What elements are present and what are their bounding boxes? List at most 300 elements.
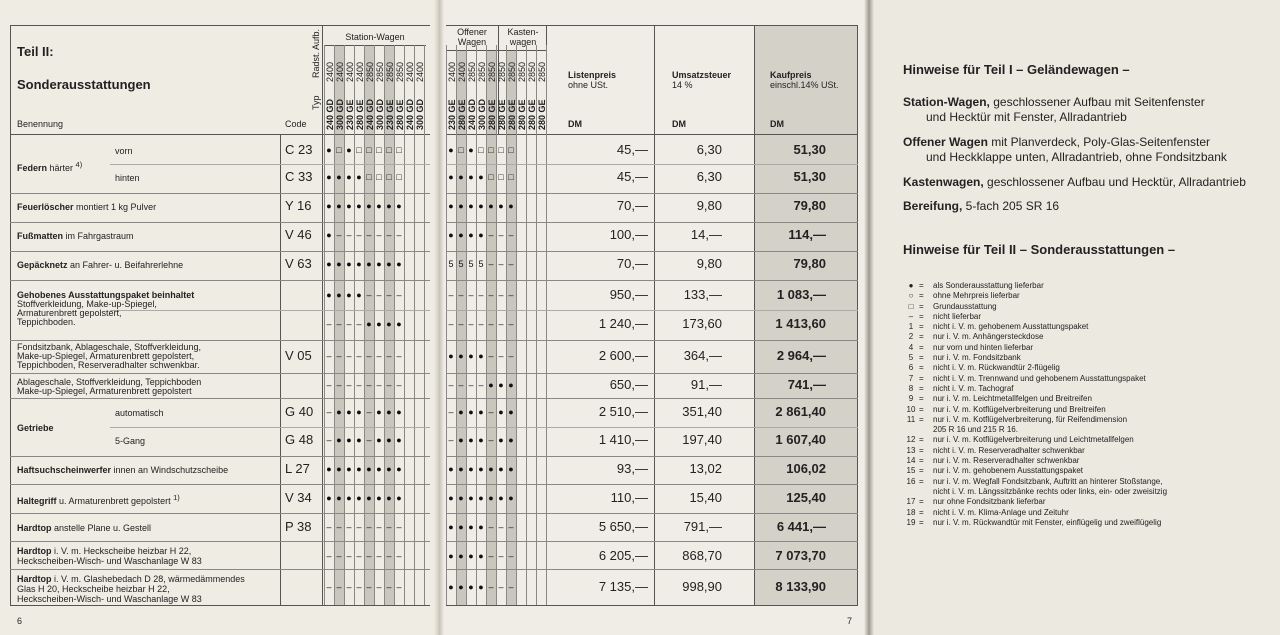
code-divider (280, 134, 281, 605)
row-14-sym-6: – (386, 551, 392, 561)
row-8-sym-5: – (376, 380, 382, 390)
row-6-sym-1: – (336, 319, 342, 329)
row-10-sym-9: ● (458, 435, 464, 445)
row-9-sym-5: ● (376, 407, 382, 417)
legend-text: nicht lieferbar (933, 311, 982, 321)
legend-equals (919, 425, 933, 435)
col-type-10: 230 GE (447, 99, 457, 130)
legend-item (903, 332, 1280, 342)
row-1-sym-14: □ (508, 172, 514, 182)
legend-key: 9 (908, 394, 914, 404)
row-ust-2: 9,80 (696, 198, 722, 213)
legend-item (903, 446, 1280, 456)
row-sep-mid-6 (446, 398, 858, 399)
row-lp-15: 7 135,— (598, 579, 648, 594)
row-ust-14: 868,70 (682, 548, 722, 563)
row-3-sym-6: – (386, 230, 392, 240)
row-0-sym-9: □ (458, 145, 464, 155)
row-lp-14: 6 205,— (598, 548, 648, 563)
legend-equals: = (919, 435, 924, 445)
legend-item (903, 353, 1280, 363)
col-radst-8: 2400 (405, 61, 415, 82)
row-4-sym-11: 5 (478, 259, 484, 269)
row-2-sym-4: ● (366, 201, 372, 211)
row-1-sym-5: □ (376, 172, 382, 182)
row-code-11: L 27 (285, 461, 310, 476)
col-listenpreis: Listenpreis (568, 70, 617, 80)
row-kp-2: 79,80 (793, 198, 826, 213)
row-8-sym-2: – (346, 380, 352, 390)
legend-item (903, 281, 1280, 291)
row-4-sym-10: 5 (468, 259, 474, 269)
row-6-sym-14: – (508, 319, 514, 329)
legend-equals: = (919, 332, 924, 342)
row-12-sym-14: ● (508, 493, 514, 503)
row-15-sym-1: – (336, 582, 342, 592)
row-15-sym-11: ● (478, 582, 484, 592)
legend-item (903, 477, 1280, 487)
row-11-sym-13: ● (498, 464, 504, 474)
row-3-sym-9: ● (458, 230, 464, 240)
row-7-sym-2: – (346, 351, 352, 361)
row-sep-mid-0 (446, 193, 858, 194)
row-1-sym-7: □ (396, 172, 402, 182)
row-4-sym-14: – (508, 259, 514, 269)
label-haftsuch: Haftsuchscheinwerfer innen an Windschutzscheibe (17, 465, 229, 475)
row-15-sym-14: – (508, 582, 514, 592)
row-12-sym-9: ● (458, 493, 464, 503)
unit-dm-3: DM (770, 119, 784, 129)
row-3-sym-11: ● (478, 230, 484, 240)
row-4-sym-9: 5 (458, 259, 464, 269)
label-gehobenes: Gehobenes Ausstattungspaket beinhaltet (17, 290, 195, 300)
legend-text: nicht i. V. m. Rückwandtür 2-flügelig (933, 363, 1060, 373)
row-lp-13: 5 650,— (598, 519, 648, 534)
label-gehobenes-3: Teppichboden. (17, 317, 76, 327)
label-fondsitzbank-1: Fondsitzbank, Ablageschale, Stoffverkleidung, (17, 342, 201, 352)
legend-equals: = (919, 373, 924, 383)
row-11-sym-4: ● (366, 464, 372, 474)
row-6-sym-7: ● (396, 319, 402, 329)
col-radst-10: 2400 (447, 61, 457, 82)
col-type-18: 280 GE (527, 99, 537, 130)
row-code-2: Y 16 (285, 198, 312, 213)
row-9-sym-13: ● (498, 407, 504, 417)
legend-key: ○ (908, 291, 914, 301)
unit-dm-1: DM (568, 119, 582, 129)
row-sub-mid-1 (446, 310, 858, 311)
row-9-sym-14: ● (508, 407, 514, 417)
row-13-sym-12: – (488, 522, 494, 532)
row-kp-3: 114,— (788, 227, 826, 242)
row-ust-12: 15,40 (689, 490, 722, 505)
col-type-5: 300 GD (375, 98, 385, 130)
legend-item (903, 415, 1280, 425)
label-hardtop-3c: Heckscheiben-Wisch- und Waschanlage W 83 (17, 594, 202, 604)
col-radst-14: 2850 (487, 61, 497, 82)
frame-bottom-mid (446, 605, 858, 606)
row-12-sym-0: ● (326, 493, 332, 503)
row-15-sym-4: – (366, 582, 372, 592)
row-sub-left-2 (110, 427, 430, 428)
legend-key: □ (908, 301, 914, 311)
right-page (871, 0, 1280, 635)
row-14-sym-7: – (396, 551, 402, 561)
row-2-sym-14: ● (508, 201, 514, 211)
row-0-sym-5: □ (376, 145, 382, 155)
col-type-14: 280 GE (487, 99, 497, 130)
row-2-sym-9: ● (458, 201, 464, 211)
row-10-sym-12: – (488, 435, 494, 445)
row-kp-14: 7 073,70 (775, 548, 826, 563)
row-0-sym-10: ● (468, 145, 474, 155)
row-lp-4: 70,— (616, 256, 648, 271)
row-sep-left-1 (10, 222, 430, 223)
row-13-sym-4: – (366, 522, 372, 532)
col-radst-19: 2850 (537, 61, 547, 82)
row-6-sym-6: ● (386, 319, 392, 329)
legend-key: 17 (906, 497, 916, 507)
row-11-sym-5: ● (376, 464, 382, 474)
row-14-sym-10: ● (468, 551, 474, 561)
row-2-sym-8: ● (448, 201, 454, 211)
row-1-sym-13: □ (498, 172, 504, 182)
row-lp-8: 650,— (609, 377, 648, 392)
row-5-sym-4: – (366, 290, 372, 300)
row-5-sym-7: – (396, 290, 402, 300)
row-0-sym-12: □ (488, 145, 494, 155)
row-12-sym-12: ● (488, 493, 494, 503)
row-11-sym-0: ● (326, 464, 332, 474)
legend-equals: = (919, 342, 924, 352)
row-ust-5: 133,— (683, 287, 722, 302)
hinweis-bereifung: Bereifung, 5-fach 205 SR 16 (903, 199, 1060, 213)
row-ust-11: 13,02 (689, 461, 722, 476)
label-gehobenes-1: Stoffverkleidung, Make-up-Spiegel, (17, 299, 157, 309)
legend-item (903, 466, 1280, 476)
label-hardtop-2: Hardtop i. V. m. Heckscheibe heizbar H 22, (17, 546, 192, 556)
row-10-sym-1: ● (336, 435, 342, 445)
row-3-sym-1: – (336, 230, 342, 240)
row-15-sym-13: – (498, 582, 504, 592)
row-ust-13: 791,— (683, 519, 722, 534)
row-10-sym-13: ● (498, 435, 504, 445)
row-11-sym-9: ● (458, 464, 464, 474)
row-6-sym-0: – (326, 319, 332, 329)
group-offener-wagen: Offener Wagen (457, 27, 487, 47)
row-6-sym-11: – (478, 319, 484, 329)
row-code-13: P 38 (285, 519, 312, 534)
legend-key: 13 (906, 445, 916, 455)
row-kp-12: 125,40 (786, 490, 826, 505)
row-12-sym-6: ● (386, 493, 392, 503)
legend-item (903, 322, 1280, 332)
col-type-0: 240 GD (325, 98, 335, 130)
page-number-left: 6 (17, 616, 23, 626)
row-14-sym-12: – (488, 551, 494, 561)
row-kp-1: 51,30 (793, 169, 826, 184)
col-radst-13: 2850 (477, 61, 487, 82)
row-8-sym-13: ● (498, 380, 504, 390)
group-line-station (324, 45, 426, 46)
row-12-sym-1: ● (336, 493, 342, 503)
legend-text: nicht i. V. m. Längssitzbänke rechts oder links, ein- oder zweisitzig (933, 486, 1168, 496)
row-code-4: V 63 (285, 256, 312, 271)
legend-equals: = (919, 394, 924, 404)
row-kp-15: 8 133,90 (775, 579, 826, 594)
row-14-sym-13: – (498, 551, 504, 561)
row-5-sym-9: – (458, 290, 464, 300)
legend-key: 15 (906, 466, 916, 476)
label-ablageschale-1: Ablageschale, Stoffverkleidung, Teppichboden (17, 377, 202, 387)
label-fussmatten: Fußmatten im Fahrgastraum (17, 231, 134, 241)
row-2-sym-10: ● (468, 201, 474, 211)
row-12-sym-8: ● (448, 493, 454, 503)
legend-text: Grundausstattung (933, 301, 997, 311)
row-12-sym-5: ● (376, 493, 382, 503)
label-hardtop-2b: Heckscheiben-Wisch- und Waschanlage W 83 (17, 556, 202, 566)
row-1-sym-12: □ (488, 172, 494, 182)
lbl-aufb: Aufb. (311, 28, 321, 50)
row-3-sym-13: – (498, 230, 504, 240)
row-10-sym-4: – (366, 435, 372, 445)
row-4-sym-8: 5 (448, 259, 454, 269)
legend-text: nur i. V. m. gehobenem Ausstattungspaket (933, 466, 1084, 476)
row-kp-13: 6 441,— (776, 519, 826, 534)
row-0-sym-2: ● (346, 145, 352, 155)
row-2-sym-1: ● (336, 201, 342, 211)
row-1-sym-8: ● (448, 172, 454, 182)
row-7-sym-13: – (498, 351, 504, 361)
row-4-sym-12: – (488, 259, 494, 269)
row-1-sym-2: ● (346, 172, 352, 182)
row-13-sym-2: – (346, 522, 352, 532)
lbl-typ: Typ (311, 95, 321, 110)
label-gepaecknetz: Gepäcknetz an Fahrer- u. Beifahrerlehne (17, 260, 184, 270)
row-4-sym-2: ● (346, 259, 352, 269)
legend-item (903, 291, 1280, 301)
legend-key: 12 (906, 435, 916, 445)
row-3-sym-8: ● (448, 230, 454, 240)
legend-key: 6 (908, 363, 914, 373)
row-ust-7: 364,— (683, 348, 722, 363)
row-kp-11: 106,02 (786, 461, 826, 476)
legend-text: nur i. V. m. Leichtmetallfelgen und Breitreifen (933, 394, 1092, 404)
row-lp-11: 93,— (616, 461, 648, 476)
col-type-19: 280 GE (537, 99, 547, 130)
row-9-sym-9: ● (458, 407, 464, 417)
row-ust-15: 998,90 (682, 579, 722, 594)
row-15-sym-0: – (326, 582, 332, 592)
legend-key: – (908, 311, 914, 321)
legend-key: 11 (906, 414, 916, 424)
row-7-sym-10: ● (468, 351, 474, 361)
row-7-sym-6: – (386, 351, 392, 361)
row-5-sym-10: – (468, 290, 474, 300)
col-kaufpreis-sub: einschl.14% USt. (770, 80, 839, 90)
row-15-sym-7: – (396, 582, 402, 592)
row-13-sym-0: – (326, 522, 332, 532)
col-radst-6: 2850 (385, 61, 395, 82)
row-3-sym-4: – (366, 230, 372, 240)
row-kp-7: 2 964,— (776, 348, 826, 363)
legend-text: nicht i. V. m. Tachograf (933, 383, 1014, 393)
group-station-wagen: Station-Wagen (345, 32, 405, 42)
hinweis-kasten: Kastenwagen, geschlossener Aufbau und Hecktür, Allradantrieb (903, 175, 1246, 189)
row-1-sym-4: □ (366, 172, 372, 182)
label-federn: Federn härter $^{4)}$ (17, 160, 83, 173)
row-2-sym-2: ● (346, 201, 352, 211)
row-12-sym-13: ● (498, 493, 504, 503)
row-ust-6: 173,60 (682, 316, 722, 331)
legend-equals: = (919, 507, 924, 517)
row-7-sym-9: ● (458, 351, 464, 361)
col-radst-3: 2400 (355, 61, 365, 82)
col-kaufpreis: Kaufpreis (770, 70, 812, 80)
row-code-1: C 33 (285, 169, 313, 184)
row-sep-left-5 (10, 373, 430, 374)
legend-equals: = (919, 456, 924, 466)
row-1-sym-11: ● (478, 172, 484, 182)
row-7-sym-4: – (366, 351, 372, 361)
row-8-sym-8: – (448, 380, 454, 390)
row-11-sym-11: ● (478, 464, 484, 474)
label-hardtop-3: Hardtop i. V. m. Glashebedach D 28, wärmedämmendes (17, 574, 245, 584)
row-0-sym-6: □ (386, 145, 392, 155)
row-3-sym-0: ● (326, 230, 332, 240)
col-type-12: 240 GD (467, 98, 477, 130)
row-0-sym-3: □ (356, 145, 362, 155)
row-11-sym-1: ● (336, 464, 342, 474)
legend-text: nur i. V. m. Rückwandtür mit Fenster, einflügelig und zweiflügelig (933, 517, 1162, 527)
heading-sonderausstattungen: Sonderausstattungen (17, 77, 151, 92)
row-13-sym-1: – (336, 522, 342, 532)
code-right (322, 25, 323, 605)
row-4-sym-1: ● (336, 259, 342, 269)
legend-text: nur i. V. m. Wegfall Fondsitzbank, Auftritt an hinterer Stoßstange, (933, 476, 1163, 486)
col-type-3: 280 GE (355, 99, 365, 130)
row-6-sym-4: ● (366, 319, 372, 329)
frame-left (10, 25, 11, 605)
row-code-0: C 23 (285, 142, 313, 157)
row-kp-5: 1 083,— (776, 287, 826, 302)
row-14-sym-4: – (366, 551, 372, 561)
col-type-6: 230 GE (385, 99, 395, 130)
book-gutter (434, 0, 444, 635)
row-5-sym-11: – (478, 290, 484, 300)
row-3-sym-10: ● (468, 230, 474, 240)
row-8-sym-9: – (458, 380, 464, 390)
row-4-sym-4: ● (366, 259, 372, 269)
frame-top-mid (446, 25, 858, 26)
col-type-17: 280 GE (517, 99, 527, 130)
row-7-sym-7: – (396, 351, 402, 361)
row-1-sym-9: ● (458, 172, 464, 182)
row-sep-left-3 (10, 280, 430, 281)
col-radst-1: 2400 (335, 61, 345, 82)
row-ust-9: 351,40 (682, 404, 722, 419)
legend-key: 7 (908, 373, 914, 383)
row-sub-mid-0 (446, 164, 858, 165)
row-0-sym-7: □ (396, 145, 402, 155)
legend-key: 2 (908, 332, 914, 342)
row-8-sym-1: – (336, 380, 342, 390)
row-5-sym-12: – (488, 290, 494, 300)
row-6-sym-8: – (448, 319, 454, 329)
row-13-sym-13: – (498, 522, 504, 532)
legend-item (903, 374, 1280, 384)
row-9-sym-8: – (448, 407, 454, 417)
col-radst-18: 2850 (527, 61, 537, 82)
row-15-sym-12: – (488, 582, 494, 592)
row-7-sym-11: ● (478, 351, 484, 361)
legend-key: 16 (906, 476, 916, 486)
row-ust-3: 14,— (690, 227, 722, 242)
row-10-sym-3: ● (356, 435, 362, 445)
lp-right (654, 25, 655, 605)
row-14-sym-8: ● (448, 551, 454, 561)
legend-item (903, 343, 1280, 353)
row-lp-2: 70,— (616, 198, 648, 213)
row-12-sym-4: ● (366, 493, 372, 503)
row-2-sym-12: ● (488, 201, 494, 211)
legend-key: 14 (906, 456, 916, 466)
row-ust-10: 197,40 (682, 432, 722, 447)
label-getriebe-5gang: 5-Gang (115, 436, 146, 446)
legend-equals: = (919, 497, 924, 507)
row-6-sym-5: ● (376, 319, 382, 329)
row-6-sym-9: – (458, 319, 464, 329)
row-5-sym-0: ● (326, 290, 332, 300)
legend-text: nur vorn und hinten lieferbar (933, 342, 1034, 352)
row-sep-left-11 (10, 569, 430, 570)
row-8-sym-7: – (396, 380, 402, 390)
legend-list (903, 281, 1280, 528)
row-8-sym-4: – (366, 380, 372, 390)
row-sep-mid-11 (446, 569, 858, 570)
row-8-sym-6: – (386, 380, 392, 390)
legend-item (903, 363, 1280, 373)
legend-equals: = (919, 383, 924, 393)
label-fondsitzbank-3: Teppichboden, Reserveradhalter schwenkbar. (17, 360, 200, 370)
row-4-sym-7: ● (396, 259, 402, 269)
legend-key: 10 (906, 404, 916, 414)
legend-text: nur i. V. m. Reserveradhalter schwenkbar (933, 456, 1080, 466)
legend-item (903, 508, 1280, 518)
col-type-13: 300 GD (477, 98, 487, 130)
label-getriebe: Getriebe (17, 423, 54, 433)
col-type-15: 280 GE (497, 99, 507, 130)
row-3-sym-3: – (356, 230, 362, 240)
row-sep-left-2 (10, 251, 430, 252)
row-10-sym-0: – (326, 435, 332, 445)
row-0-sym-0: ● (326, 145, 332, 155)
legend-equals: = (919, 517, 924, 527)
label-fondsitzbank-2: Make-up-Spiegel, Armaturenbrett gepolstert, (17, 351, 195, 361)
row-6-sym-3: – (356, 319, 362, 329)
row-5-sym-1: ● (336, 290, 342, 300)
lbl-radst: Radst. (311, 51, 321, 78)
row-lp-0: 45,— (616, 142, 648, 157)
row-8-sym-10: – (468, 380, 474, 390)
row-13-sym-14: – (508, 522, 514, 532)
header-line-mid (446, 134, 858, 135)
row-9-sym-6: ● (386, 407, 392, 417)
row-11-sym-3: ● (356, 464, 362, 474)
row-12-sym-3: ● (356, 493, 362, 503)
row-sep-left-9 (10, 513, 430, 514)
row-10-sym-7: ● (396, 435, 402, 445)
